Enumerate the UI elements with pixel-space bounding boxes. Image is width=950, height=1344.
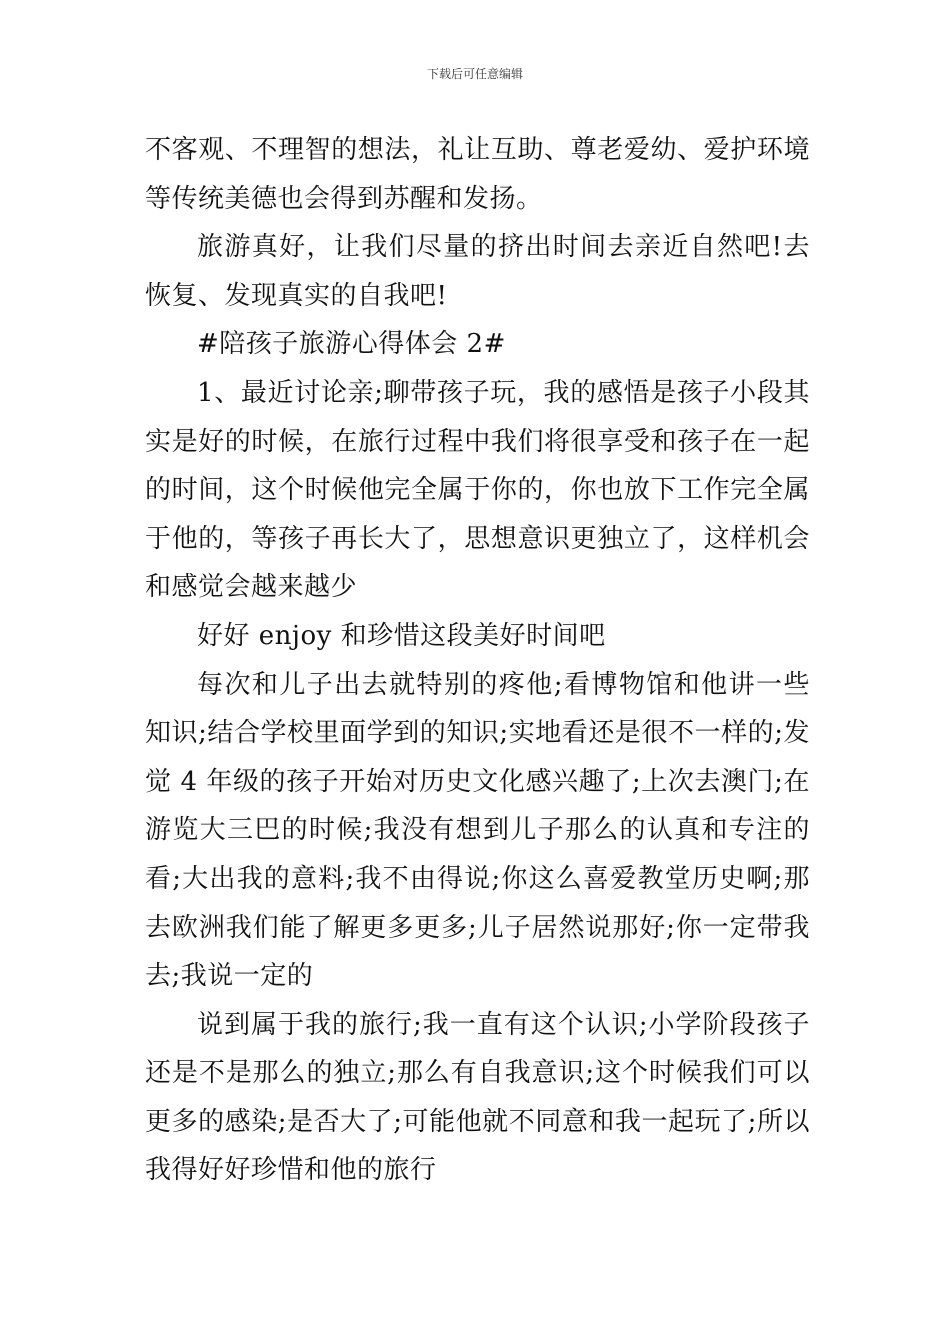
- document-body: [145, 126, 810, 1195]
- paragraph-6: 说到属于我的旅行;我一直有这个认识;小学阶段孩子还是不是那么的独立;那么有自我意识;这个时候我们可以更多的感染;是否大了;可能他就不同意和我一起玩了;所以我得好好珍惜和他的旅行: [145, 1009, 810, 1186]
- paragraph-1: 不客观、不理智的想法，礼让互助、尊老爱幼、爱护环境等传统美德也会得到苏醒和发扬。: [145, 135, 810, 214]
- paragraph-4: 好好 enjoy 和珍惜这段美好时间吧: [197, 620, 606, 651]
- section-heading: #陪孩子旅游心得体会 2#: [197, 329, 506, 360]
- paragraph-3: 1、最近讨论亲;聊带孩子玩，我的感悟是孩子小段其实是好的时候，在旅行过程中我们将很享受和孩子在一起的时间，这个时候他完全属于你的，你也放下工作完全属于他的，等孩子再长大了，思想意识更独立了，这样机会和感觉会越来越少: [145, 377, 810, 603]
- paragraph-5: 每次和儿子出去就特别的疼他;看博物馆和他讲一些知识;结合学校里面学到的知识;实地看还是很不一样的;发觉 4 年级的孩子开始对历史文化感兴趣了;上次去澳门;在游览大三巴的时候;我没有想到儿子那么的认真和专注的看;大出我的意料;我不由得说;你这么喜爱教堂历史啊;那去欧洲我们能了解更多更多;儿子居然说那好;你一定带我去;我说一定的: [145, 669, 810, 992]
- paragraph-2: 旅游真好，让我们尽量的挤出时间去亲近自然吧!去恢复、发现真实的自我吧!: [145, 232, 810, 311]
- page-header: 下载后可任意编辑: [426, 67, 523, 81]
